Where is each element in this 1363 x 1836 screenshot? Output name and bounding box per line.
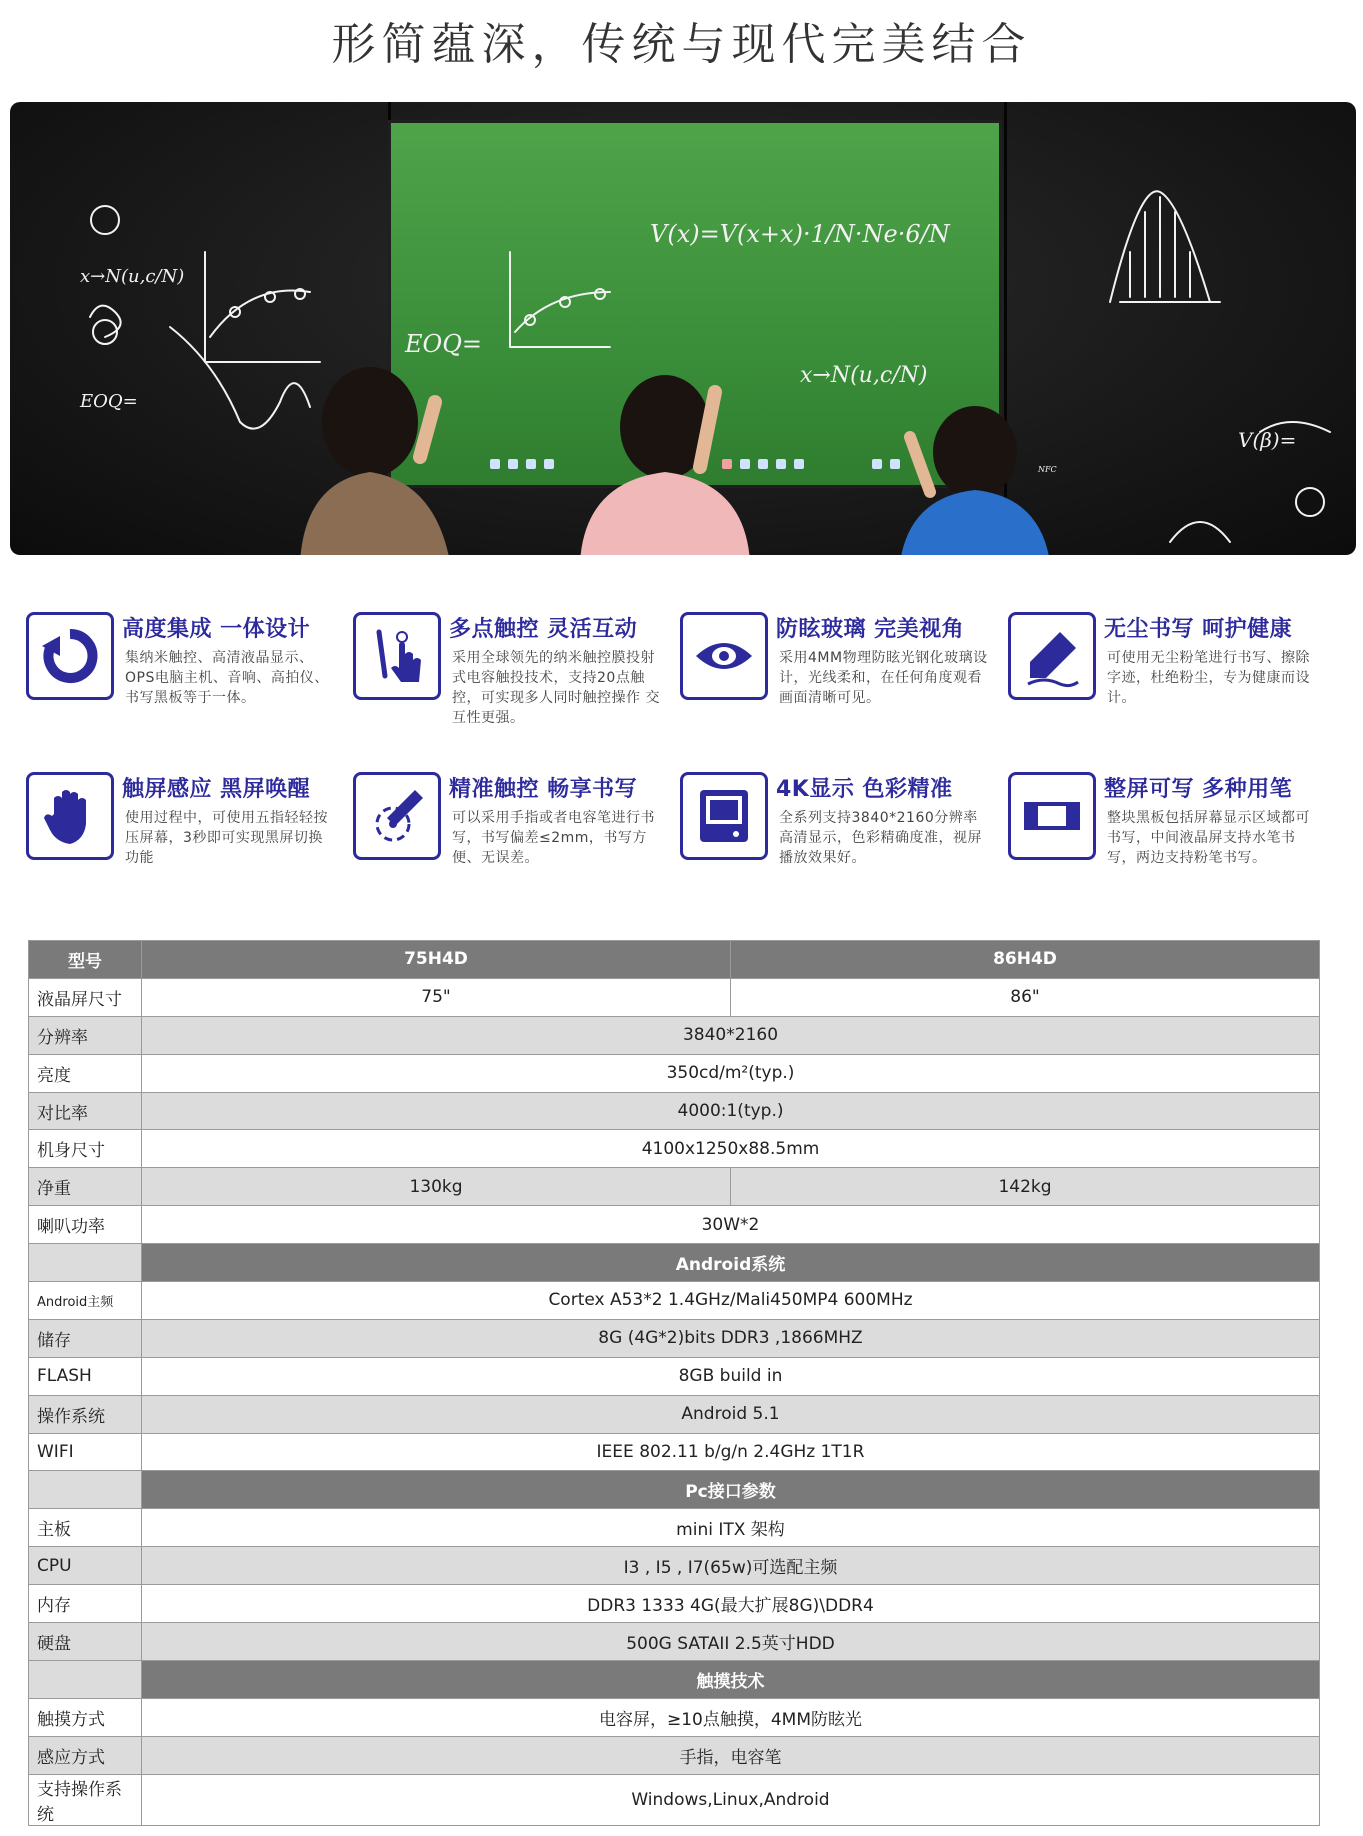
feature-title: 4K显示 色彩精准 [776,777,953,802]
row-value: 8GB build in [142,1357,1320,1395]
header-label: 型号 [29,941,142,979]
row-label: Android主频 [29,1282,142,1320]
page-headline: 形简蕴深，传统与现代完美结合 [331,19,1032,70]
feature-desc: 集纳米触控、高清液晶显示、OPS电脑主机、音响、高拍仪、书写黑板等于一体。 [125,650,329,706]
row-value: Android 5.1 [142,1395,1320,1433]
feature-antiglare [680,612,1000,762]
table-row [29,1774,1320,1825]
row-label: 储存 [29,1319,142,1357]
feature-title: 精准触控 畅享书写 [449,777,638,802]
row-value-model-b: 142kg [731,1168,1320,1206]
table-row [29,1092,1320,1130]
feature-wake [26,772,346,922]
row-label: 亮度 [29,1054,142,1092]
row-label: 主板 [29,1509,142,1547]
table-row [29,1547,1320,1585]
row-value: 500G SATAII 2.5英寸HDD [142,1623,1320,1661]
section-title: Android系统 [142,1244,1320,1282]
section-blank-cell [29,1244,142,1282]
table-row [29,1016,1320,1054]
row-value: 4100x1250x88.5mm [142,1130,1320,1168]
table-row [29,1357,1320,1395]
row-value: I3 , I5 , I7(65w)可选配主频 [142,1547,1320,1585]
row-value: 手指，电容笔 [142,1736,1320,1774]
pen-write-icon [1008,612,1096,700]
section-blank-cell [29,1471,142,1509]
row-label: 内存 [29,1585,142,1623]
feature-dustless [1008,612,1328,762]
feature-desc: 采用全球领先的纳米触控膜投射式电容触投技术，支持20点触控，可实现多人同时触控操作 交互性更强。 [452,650,660,726]
table-row [29,1282,1320,1320]
chalk-v-beta: V(β)= [1238,428,1297,452]
row-value: 350cd/m²(typ.) [142,1054,1320,1092]
row-label: 对比率 [29,1092,142,1130]
row-label: CPU [29,1547,142,1585]
row-label: 喇叭功率 [29,1206,142,1244]
chalk-eoq-left: EOQ= [80,391,138,412]
feature-desc: 全系列支持3840*2160分辨率高清显示，色彩精确度准，视屏播放效果好。 [779,810,982,866]
table-row [29,1698,1320,1736]
section-blank-cell [29,1660,142,1698]
touch-hand-icon [353,612,441,700]
feature-desc: 可使用无尘粉笔进行书写、擦除字迹，杜绝粉尘，专为健康而设计。 [1107,650,1310,706]
stylus-icon [353,772,441,860]
table-row [29,1623,1320,1661]
student-center-figure [550,372,780,555]
row-label: 硬盘 [29,1623,142,1661]
header-model-b: 86H4D [731,941,1320,979]
feature-fullboard [1008,772,1328,922]
row-label: 感应方式 [29,1736,142,1774]
chalk-x-arrow: x→N(u,c/N) [800,363,928,388]
section-title: Pc接口参数 [142,1471,1320,1509]
header-model-a: 75H4D [142,941,731,979]
table-row [29,1319,1320,1357]
feature-desc: 整块黑板包括屏幕显示区域都可书写，中间液晶屏支持水笔书写，两边支持粉笔书写。 [1107,810,1310,866]
monitor-icon [680,772,768,860]
row-value: mini ITX 架构 [142,1509,1320,1547]
row-label: 机身尺寸 [29,1130,142,1168]
row-value: DDR3 1333 4G(最大扩展8G)\DDR4 [142,1585,1320,1623]
feature-title: 整屏可写 多种用笔 [1104,777,1293,802]
row-label: 操作系统 [29,1395,142,1433]
feature-4k [680,772,1000,922]
table-row [29,1395,1320,1433]
feature-title: 触屏感应 黑屏唤醒 [122,777,311,802]
feature-title: 高度集成 一体设计 [122,617,311,642]
student-right-figure [870,402,1060,555]
chalk-eoq-center: EOQ= [405,330,482,358]
section-pc-row [29,1471,1320,1509]
row-value: 4000:1(typ.) [142,1092,1320,1130]
row-label: 触摸方式 [29,1698,142,1736]
eye-icon [680,612,768,700]
student-left-figure [260,362,490,555]
row-value-model-a: 130kg [142,1168,731,1206]
section-android-row [29,1244,1320,1282]
table-row [29,1433,1320,1471]
row-value: 8G (4G*2)bits DDR3 ,1866MHZ [142,1319,1320,1357]
row-value: 3840*2160 [142,1016,1320,1054]
row-value-model-a: 75" [142,978,731,1016]
row-label: 液晶屏尺寸 [29,978,142,1016]
feature-title: 无尘书写 呵护健康 [1104,617,1293,642]
spec-table [28,940,1320,1826]
table-row [29,1736,1320,1774]
feature-multitouch [353,612,673,762]
table-row [29,1206,1320,1244]
rotate-icon [26,612,114,700]
table-row [29,1585,1320,1623]
row-value-model-b: 86" [731,978,1320,1016]
row-label: 支持操作系统 [29,1774,142,1825]
row-value: 30W*2 [142,1206,1320,1244]
nfc-label: NFC [1038,465,1057,474]
section-touch-row [29,1660,1320,1698]
table-header-row [29,941,1320,979]
board-icon [1008,772,1096,860]
section-title: 触摸技术 [142,1660,1320,1698]
row-label: 净重 [29,1168,142,1206]
feature-desc: 使用过程中，可使用五指轻轻按压屏幕，3秒即可实现黑屏切换功能 [125,810,328,866]
row-label: 分辨率 [29,1016,142,1054]
table-row [29,1130,1320,1168]
chalk-formula-main: V(x)=V(x+x)·1/N·Ne·6/N [650,220,950,248]
chalk-x-arrow-left: x→N(u,c/N) [80,266,185,287]
row-label: WIFI [29,1433,142,1471]
table-row [29,978,1320,1016]
feature-title: 多点触控 灵活互动 [449,617,638,642]
row-label: FLASH [29,1357,142,1395]
hero-banner-image [10,102,1356,555]
feature-integration [26,612,346,762]
feature-desc: 可以采用手指或者电容笔进行书写，书写偏差≤2mm，书写方便、无误差。 [452,810,655,866]
row-value: Cortex A53*2 1.4GHz/Mali450MP4 600MHz [142,1282,1320,1320]
feature-title: 防眩玻璃 完美视角 [776,617,965,642]
row-value: 电容屏，≥10点触摸，4MM防眩光 [142,1698,1320,1736]
palm-icon [26,772,114,860]
feature-precision [353,772,673,922]
row-value: Windows,Linux,Android [142,1774,1320,1825]
table-row [29,1509,1320,1547]
table-row [29,1168,1320,1206]
row-value: IEEE 802.11 b/g/n 2.4GHz 1T1R [142,1433,1320,1471]
table-row [29,1054,1320,1092]
feature-desc: 采用4MM物理防眩光钢化玻璃设计，光线柔和，在任何角度观看画面清晰可见。 [779,650,988,706]
